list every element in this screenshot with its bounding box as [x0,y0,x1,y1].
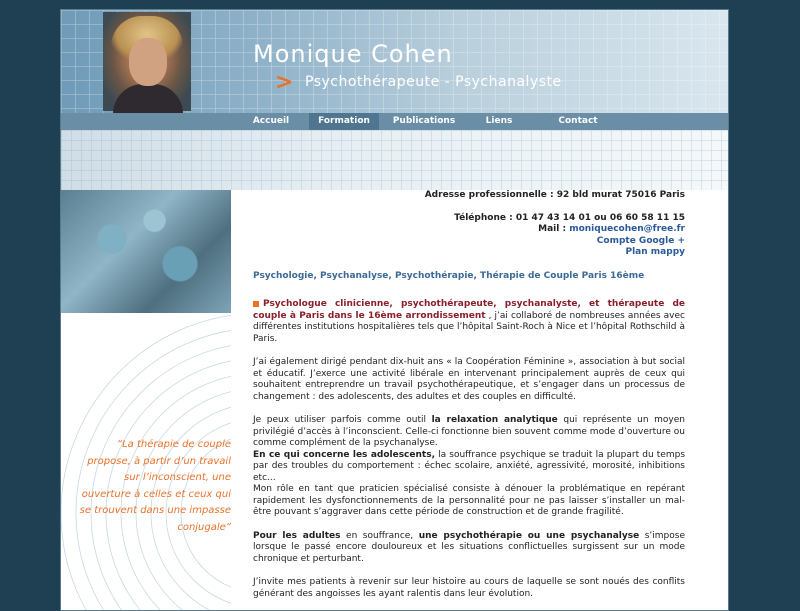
phone-line: Téléphone : 01 47 43 14 01 ou 06 60 58 11 15 [454,212,685,223]
mappy-link[interactable]: Plan mappy [625,247,685,257]
page-frame [60,9,729,611]
portrait-body [113,84,183,113]
relaxation-bold: la relaxation analytique [431,415,558,425]
mail-line [253,224,685,236]
site-title: Monique Cohen [253,40,453,68]
sidebar-artwork [61,190,231,313]
address-line: Adresse professionnelle : 92 bld murat 75016 Paris [424,190,685,200]
page-heading: Psychologie, Psychanalyse, Psychothérapie, Thérapie de Couple Paris 16ème [253,270,645,281]
p6-text-b: s’impose lorsque le passé encore douloureux et les situations conflictuelles surgissent sur un mode chronique et perturbant. [253,530,685,564]
header-banner [61,10,728,113]
portrait-photo [103,12,191,111]
intro-highlight: Psychologue clinicienne, psychothérapeute, psychanalyste, et thérapeute de couple à Paris dans le 16ème arrondissement [253,299,685,321]
contact-block [253,190,685,259]
p3-text-a: Je peux utiliser parfois comme outil [253,415,432,425]
nav-accueil[interactable]: Accueil [252,116,290,126]
left-sidebar [61,190,231,610]
main-nav [61,113,728,130]
p6-text-a: en souffrance, [340,530,419,541]
p3-text-b: qui représente un moyen privilégié d’accès à l’inconscient. Celle-ci fonctionne bien souvent comme mode d’ouverture ou comme complément de la psychanalyse. [253,415,685,448]
nav-formation[interactable]: Formation [309,113,379,130]
bullet-icon [253,301,259,307]
adultes-bold: Pour les adultes [253,530,341,541]
nav-contact[interactable]: Contact [558,116,598,126]
paragraph-5: Mon rôle en tant que praticien spécialisé consiste à dénouer la problématique en repérant rapidement les dysfonctionnements de la personnalité pour ne pas laisser s’installer un mal-être pouvant s’aggraver dans cette période de construction et de grande fragilité. [253,484,685,517]
site-subtitle: Psychothérapeute - Psychanalyste [305,74,562,90]
therapy-bold: une psychothérapie ou une psychanalyse [418,530,640,541]
intro-rest: , j’ai collaboré de nombreuses années avec différentes institutions hospitalières tels que l’hôpital Saint-Roch à Nice et l’hôpital Rothschild à Paris. [253,310,685,344]
sidebar-quote: “La thérapie de couple propose, à partir d’un travail sur l’inconscient, une ouverture à celles et ceux qui se trouvent dans une impasse conjugale” [79,439,231,533]
paragraph-2: J’ai également dirigé pendant dix-huit ans « la Coopération Féminine », association à but social et éducatif. J’exerce une activité libérale en intervenant principalement auprès de ceux qui souhaitent entreprendre un travail psychothérapeutique, et s’engager dans un processus de changement : des adolescents, des adultes et des couples en difficulté. [253,357,685,402]
nav-liens[interactable]: Liens [485,116,513,126]
p4-text: la souffrance psychique se traduit la plupart du temps par des troubles du comportement : échec scolaire, anxiété, agressivité, morosité, inhibitions etc... [253,449,686,483]
google-link[interactable]: Compte Google + [596,235,685,246]
paragraph-3 [253,415,685,450]
band-grid-decoration [61,130,728,190]
mail-link[interactable]: moniquecohen@free.fr [569,224,685,234]
paragraph-7: J’invite mes patients à revenir sur leur histoire au cours de laquelle se sont noués des conflits générant des angoisses les ayant ralentis dans leur évolution. [253,577,685,599]
nav-publications[interactable]: Publications [392,116,456,126]
adolescents-bold: En ce qui concerne les adolescents, [253,449,435,460]
mail-label: Mail : [538,224,570,234]
paragraph-4 [253,450,685,485]
decorative-band [61,130,728,190]
arrow-icon: > [275,70,294,95]
main-content [253,190,685,600]
paragraph-1 [253,299,685,345]
paragraph-6 [253,531,685,566]
portrait-face [129,38,167,86]
